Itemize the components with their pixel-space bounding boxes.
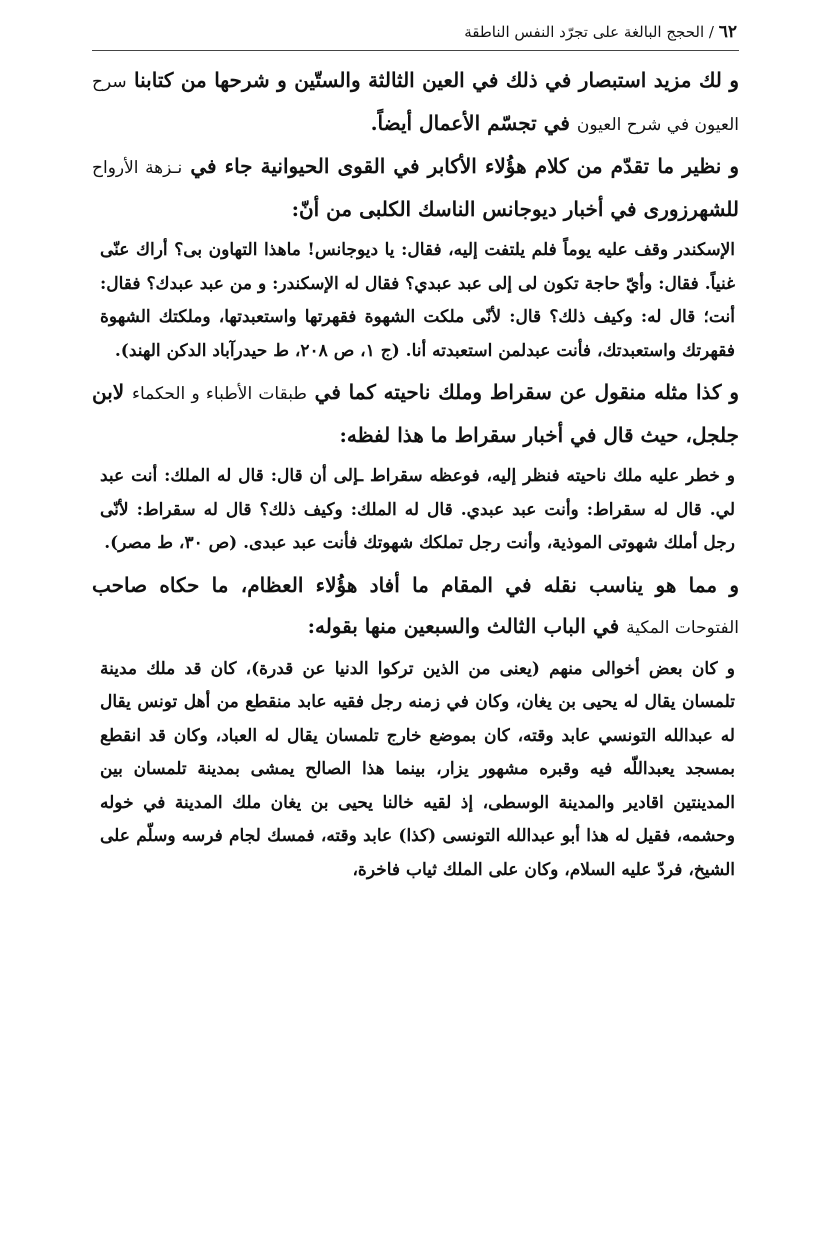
running-header	[94, 20, 737, 44]
paragraph-2-text-a: و نظير ما تقدّم من كلام هؤُلاء الأكابر في القوى الحيوانية جاء في	[190, 154, 740, 178]
paragraph-4-text-c: في الباب الثالث والسبعين منها بقوله:	[307, 613, 620, 638]
paragraph-4-text-a: و مما هو يناسب نقله في المقام ما أفاد هؤُلاء العظام، ما حكاه صاحب	[92, 572, 739, 597]
cited-title-futuhat-makkiyya: الفتوحات المكية	[626, 617, 739, 638]
paragraph-3	[92, 372, 739, 456]
paragraph-2	[92, 146, 739, 230]
paragraph-3-text-a: و كذا مثله منقول عن سقراط وملك ناحيته كما في	[314, 380, 739, 404]
paragraph-1	[92, 60, 739, 146]
cited-title-sarh-al-uyun: سرح العيون في شرح العيون	[92, 72, 739, 135]
paragraph-2-text-c: للشهرزورى في أخبار ديوجانس الناسك الكلبى من أنّ:	[291, 197, 739, 221]
book-title: الحجج البالغة على تجرّد النفس الناطقة	[464, 23, 705, 41]
paragraph-4	[92, 565, 739, 649]
paragraph-1-text-c: في تجسّم الأعمال أيضاً.	[370, 111, 570, 135]
cited-title-nuzhat-al-arwah: نـزهة الأرواح	[92, 158, 183, 178]
cited-title-tabaqat-al-atibba: طبقات الأطباء و الحكماء	[132, 384, 307, 404]
quotation-socrates: و خطر عليه ملك ناحيته فنظر إليه، فوعظه سقراط ـإلى أن قال: قال له الملك: أنت عبد لي. قال له سقراط: وأنت عبد عبدي. قال له الملك: وكيف ذلك؟ قال له سقراط: لأنّى رجل أملك شهوتى الموذية، وأنت رجل تملكك شهوتك فأنت عبد عبدى. (ص ٣٠، ط مصر).	[100, 466, 735, 553]
header-separator: /	[704, 23, 719, 41]
quotation-futuhat: و كان بعض أخوالى منهم (يعنى من الذين تركوا الدنيا عن قدرة)، كان قد ملك مدينة تلمسان يقال له يحيى بن يغان، وكان في زمنه رجل فقيه عابد منقطع من أهل تونس يقال له عبدالله التونسي عابد وقته، كان بموضع خارج تلمسان يقال له العباد، وكان قد انقطع بمسجد يعبداللّه فيه وقبره مشهور يزار، بينما هذا الصالح يمشى بمدينة تلمسان بين المدينتين اقادير والمدينة الوسطى، إذ لقيه خالنا يحيى بن يغان ملك المدينة في خوله وحشمه، فقيل له هذا أبو عبدالله التونسى (كذا) عابد وقته، فمسك لجام فرسه وسلّم على الشيخ، فردّ عليه السلام، وكان على الملك ثياب فاخرة،	[100, 658, 735, 880]
page-number: ٦٢	[718, 22, 737, 42]
quotation-diogenes: الإسكندر وقف عليه يوماً فلم يلتفت إليه، فقال: يا ديوجانس! ماهذا التهاون بى؟ أراك عنّى غنياً. فقال: وأيّ حاجة تكون لى إلى عبد عبدي؟ فقال له الإسكندر: و من عبد عبدك؟ فقال: أنت؛ قال له: وكيف ذلك؟ قال: لأنّى ملكت الشهوة فقهرتها واستعبدتها، وملكتك الشهوة فقهرتك واستعبدتك، فأنت عبدلمن استعبدته أنا. (ج ١، ص ٢٠٨، ط حيدرآباد الدكن الهند).	[100, 240, 735, 361]
body-text	[92, 60, 739, 891]
paragraph-3-text-c: لابن جلجل، حيث قال في أخبار سقراط ما هذا لفظه:	[92, 380, 739, 447]
header-rule	[92, 50, 739, 51]
paragraph-1-text-a: و لك مزيد استبصار في ذلك في العين الثالثة والستّين و شرحها من كتابنا	[134, 68, 739, 92]
